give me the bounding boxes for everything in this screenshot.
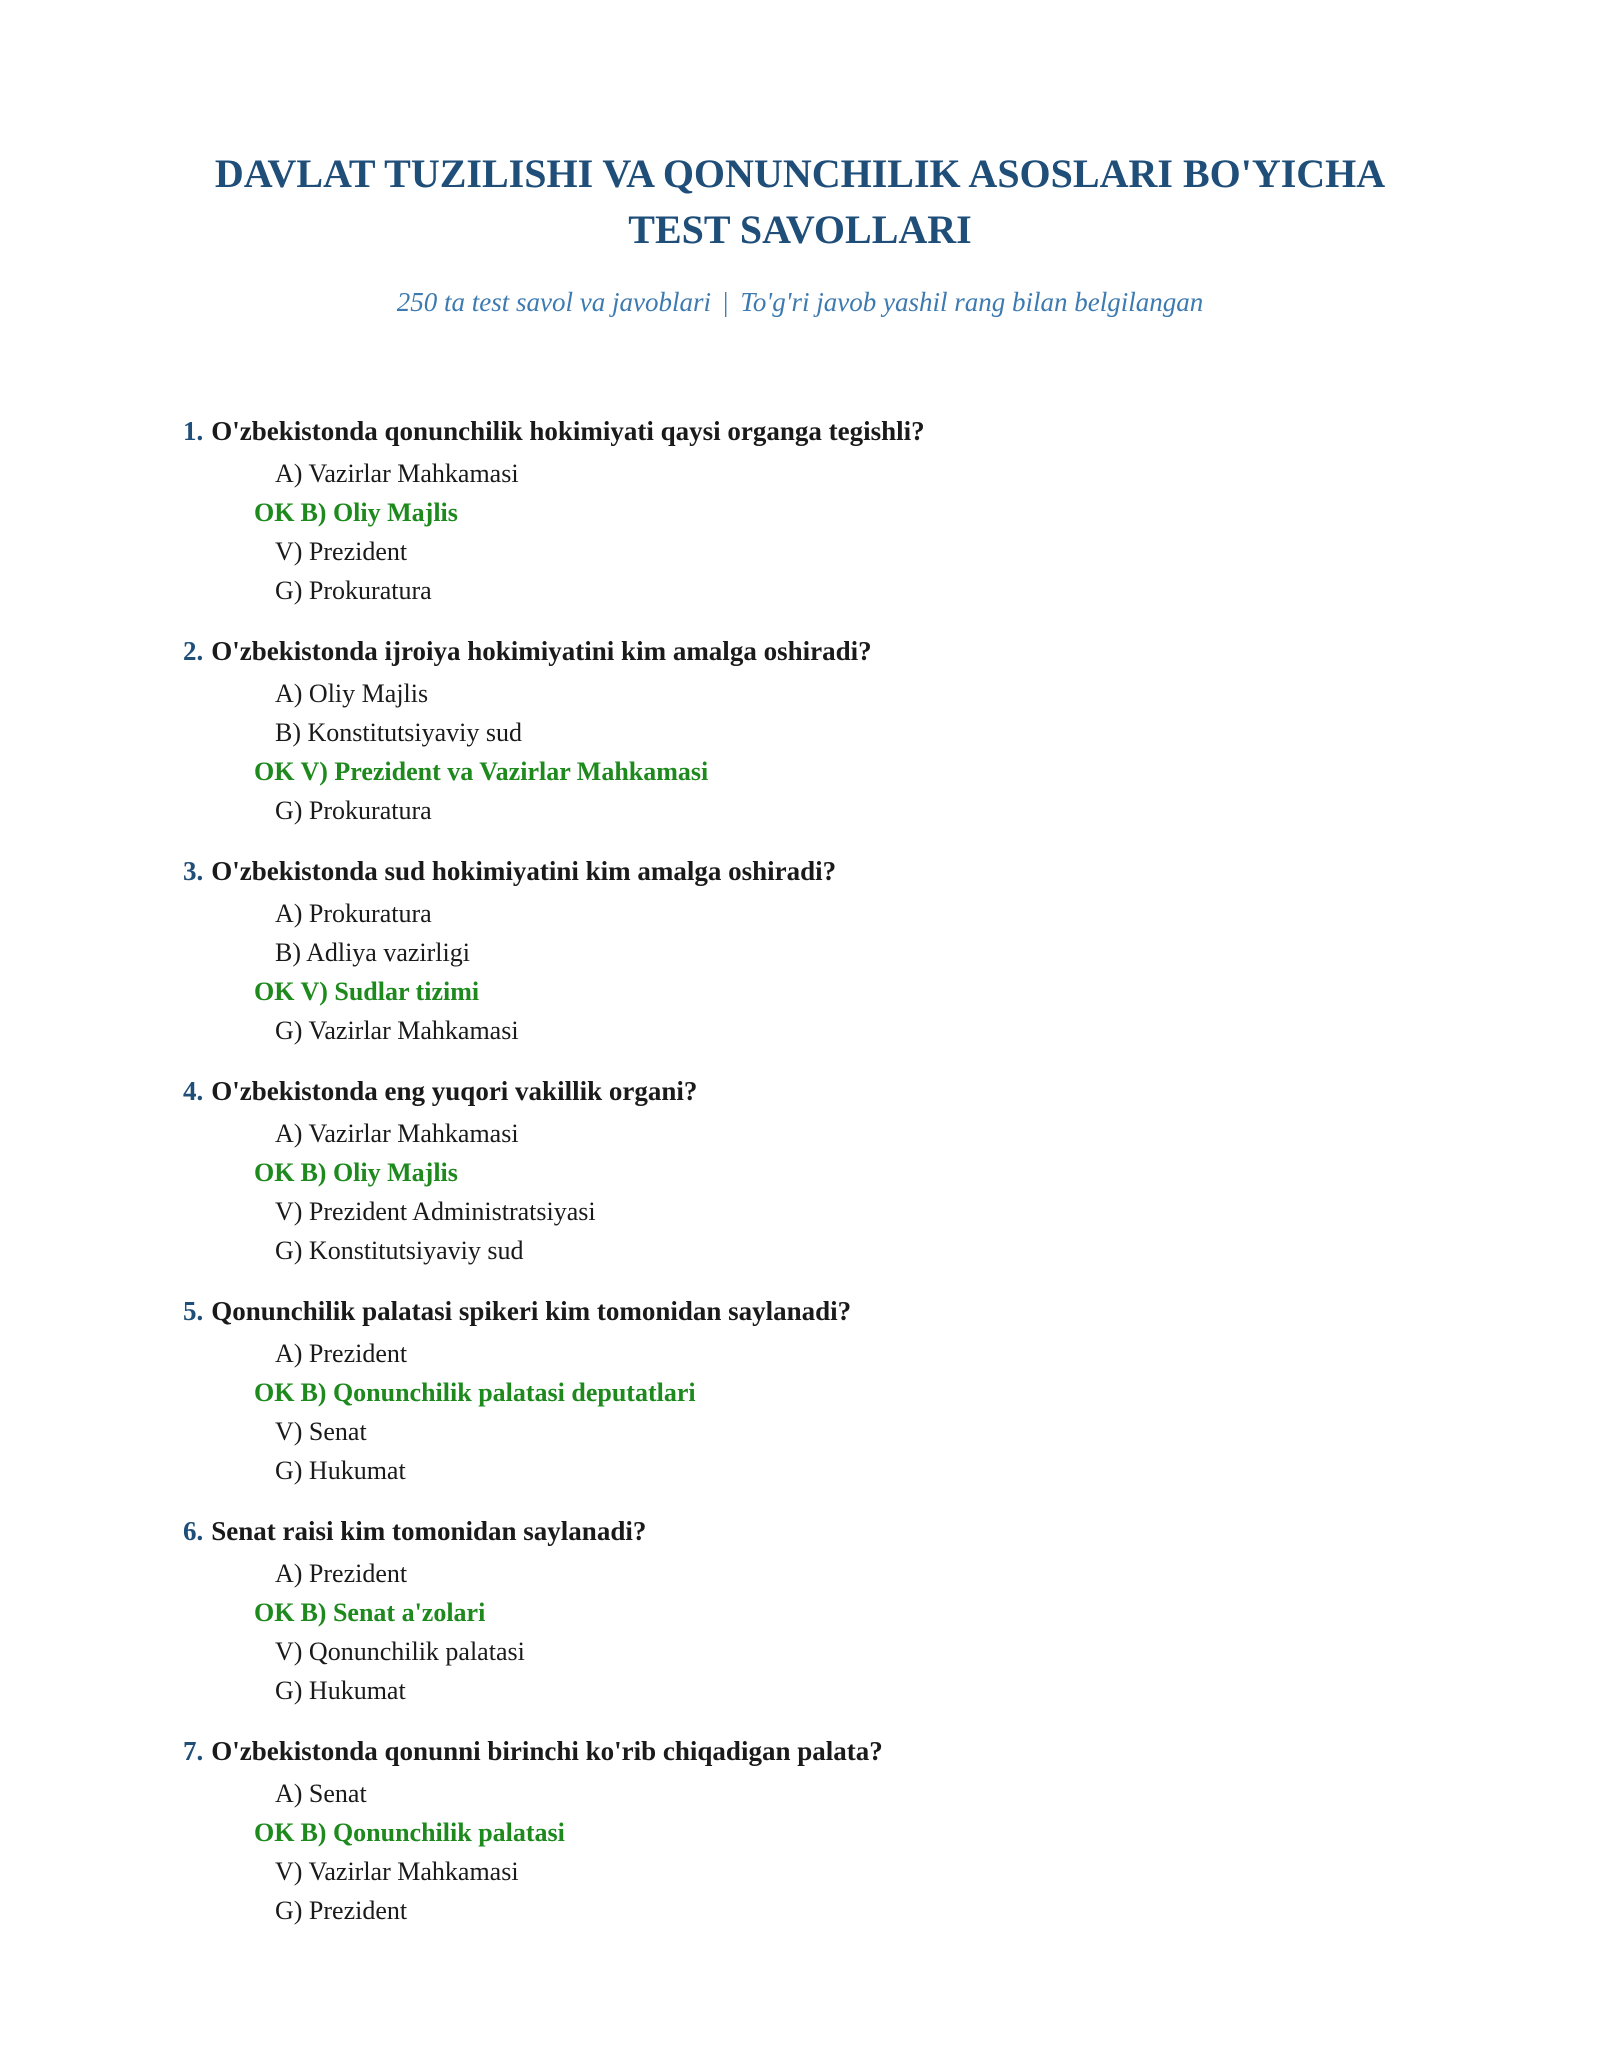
- answer-option-label: G) Prokuratura: [275, 576, 432, 605]
- correct-marker: OK: [254, 1158, 295, 1187]
- question-item: [183, 1510, 1483, 1710]
- question-list: [183, 410, 1483, 1950]
- answer-option-label: G) Vazirlar Mahkamasi: [275, 1016, 519, 1045]
- answer-option-label: A) Oliy Majlis: [275, 679, 429, 708]
- answer-option-label: B) Konstitutsiyaviy sud: [275, 718, 523, 747]
- answer-option-label: V) Sudlar tizimi: [300, 977, 480, 1006]
- title-line-1: DAVLAT TUZILISHI VA QONUNCHILIK ASOSLARI BO'YICHA: [214, 151, 1386, 196]
- question-text: O'zbekistonda sud hokimiyatini kim amalga oshiradi?: [211, 856, 837, 886]
- question-text-line: [183, 1730, 1483, 1772]
- question-text-line: [183, 410, 1483, 452]
- correct-marker: OK: [254, 498, 295, 527]
- answer-option-label: A) Prezident: [275, 1339, 408, 1368]
- question-text: Senat raisi kim tomonidan saylanadi?: [211, 1516, 647, 1546]
- subtitle-legend: To'g'ri javob yashil rang bilan belgilangan: [740, 287, 1204, 317]
- answer-option-label: V) Prezident va Vazirlar Mahkamasi: [300, 757, 709, 786]
- answer-option: [183, 1774, 1483, 1813]
- question-text-line: [183, 1510, 1483, 1552]
- correct-marker: OK: [254, 977, 295, 1006]
- answer-option-label: V) Prezident Administratsiyasi: [275, 1197, 596, 1226]
- answer-option-correct: [183, 752, 1483, 791]
- answer-option-label: V) Qonunchilik palatasi: [275, 1637, 525, 1666]
- answer-option: [183, 894, 1483, 933]
- question-number: 3.: [183, 856, 204, 886]
- page-subtitle: [0, 282, 1600, 322]
- answer-option: [183, 1011, 1483, 1050]
- question-text: O'zbekistonda ijroiya hokimiyatini kim amalga oshiradi?: [211, 636, 872, 666]
- answer-option-label: A) Prokuratura: [275, 899, 432, 928]
- question-number: 1.: [183, 416, 204, 446]
- answer-option: [183, 1231, 1483, 1270]
- correct-marker: OK: [254, 757, 295, 786]
- answer-option: [183, 674, 1483, 713]
- answer-option: [183, 1671, 1483, 1710]
- question-item: [183, 1070, 1483, 1270]
- answer-option-label: V) Senat: [275, 1417, 367, 1446]
- answer-option-label: G) Konstitutsiyaviy sud: [275, 1236, 524, 1265]
- question-item: [183, 1730, 1483, 1930]
- answer-option-correct: [183, 1153, 1483, 1192]
- answer-option: [183, 1451, 1483, 1490]
- question-text-line: [183, 1070, 1483, 1112]
- answer-option: [183, 571, 1483, 610]
- question-number: 7.: [183, 1736, 204, 1766]
- question-number: 4.: [183, 1076, 204, 1106]
- correct-marker: OK: [254, 1818, 295, 1847]
- answer-option: [183, 532, 1483, 571]
- answer-option-label: B) Adliya vazirligi: [275, 938, 470, 967]
- answer-option: [183, 1412, 1483, 1451]
- answer-option: [183, 454, 1483, 493]
- answer-option-correct: [183, 1593, 1483, 1632]
- question-item: [183, 850, 1483, 1050]
- page-title: [0, 146, 1600, 258]
- answer-option: [183, 1192, 1483, 1231]
- answer-option-label: G) Prokuratura: [275, 796, 432, 825]
- question-item: [183, 630, 1483, 830]
- answer-option-label: G) Hukumat: [275, 1676, 406, 1705]
- answer-option: [183, 1554, 1483, 1593]
- question-text: O'zbekistonda qonunchilik hokimiyati qaysi organga tegishli?: [211, 416, 925, 446]
- answer-option: [183, 1114, 1483, 1153]
- answer-option: [183, 1632, 1483, 1671]
- question-text: O'zbekistonda eng yuqori vakillik organi?: [211, 1076, 698, 1106]
- answer-option: [183, 791, 1483, 830]
- subtitle-count: 250 ta test savol va javoblari: [396, 287, 711, 317]
- answer-option: [183, 1852, 1483, 1891]
- answer-option-label: A) Senat: [275, 1779, 367, 1808]
- answer-option-label: V) Prezident: [275, 537, 408, 566]
- answer-option-correct: [183, 972, 1483, 1011]
- answer-option-label: G) Prezident: [275, 1896, 408, 1925]
- question-item: [183, 410, 1483, 610]
- answer-option-label: A) Vazirlar Mahkamasi: [275, 459, 519, 488]
- question-number: 5.: [183, 1296, 204, 1326]
- question-number: 2.: [183, 636, 204, 666]
- answer-option: [183, 1891, 1483, 1930]
- question-text: O'zbekistonda qonunni birinchi ko'rib chiqadigan palata?: [211, 1736, 883, 1766]
- answer-option-label: A) Vazirlar Mahkamasi: [275, 1119, 519, 1148]
- title-line-2: TEST SAVOLLARI: [628, 207, 972, 252]
- question-number: 6.: [183, 1516, 204, 1546]
- answer-option-label: A) Prezident: [275, 1559, 408, 1588]
- question-text-line: [183, 1290, 1483, 1332]
- question-item: [183, 1290, 1483, 1490]
- answer-option-label: B) Qonunchilik palatasi deputatlari: [300, 1378, 696, 1407]
- correct-marker: OK: [254, 1378, 295, 1407]
- answer-option-label: B) Qonunchilik palatasi: [300, 1818, 565, 1847]
- answer-option-correct: [183, 1813, 1483, 1852]
- answer-option-correct: [183, 1373, 1483, 1412]
- answer-option-label: V) Vazirlar Mahkamasi: [275, 1857, 519, 1886]
- answer-option: [183, 1334, 1483, 1373]
- answer-option-label: B) Oliy Majlis: [300, 1158, 458, 1187]
- question-text-line: [183, 850, 1483, 892]
- subtitle-separator: |: [722, 287, 729, 317]
- answer-option: [183, 933, 1483, 972]
- question-text-line: [183, 630, 1483, 672]
- answer-option-label: G) Hukumat: [275, 1456, 406, 1485]
- correct-marker: OK: [254, 1598, 295, 1627]
- answer-option-label: B) Oliy Majlis: [300, 498, 458, 527]
- answer-option: [183, 713, 1483, 752]
- answer-option-label: B) Senat a'zolari: [300, 1598, 486, 1627]
- question-text: Qonunchilik palatasi spikeri kim tomonidan saylanadi?: [211, 1296, 852, 1326]
- answer-option-correct: [183, 493, 1483, 532]
